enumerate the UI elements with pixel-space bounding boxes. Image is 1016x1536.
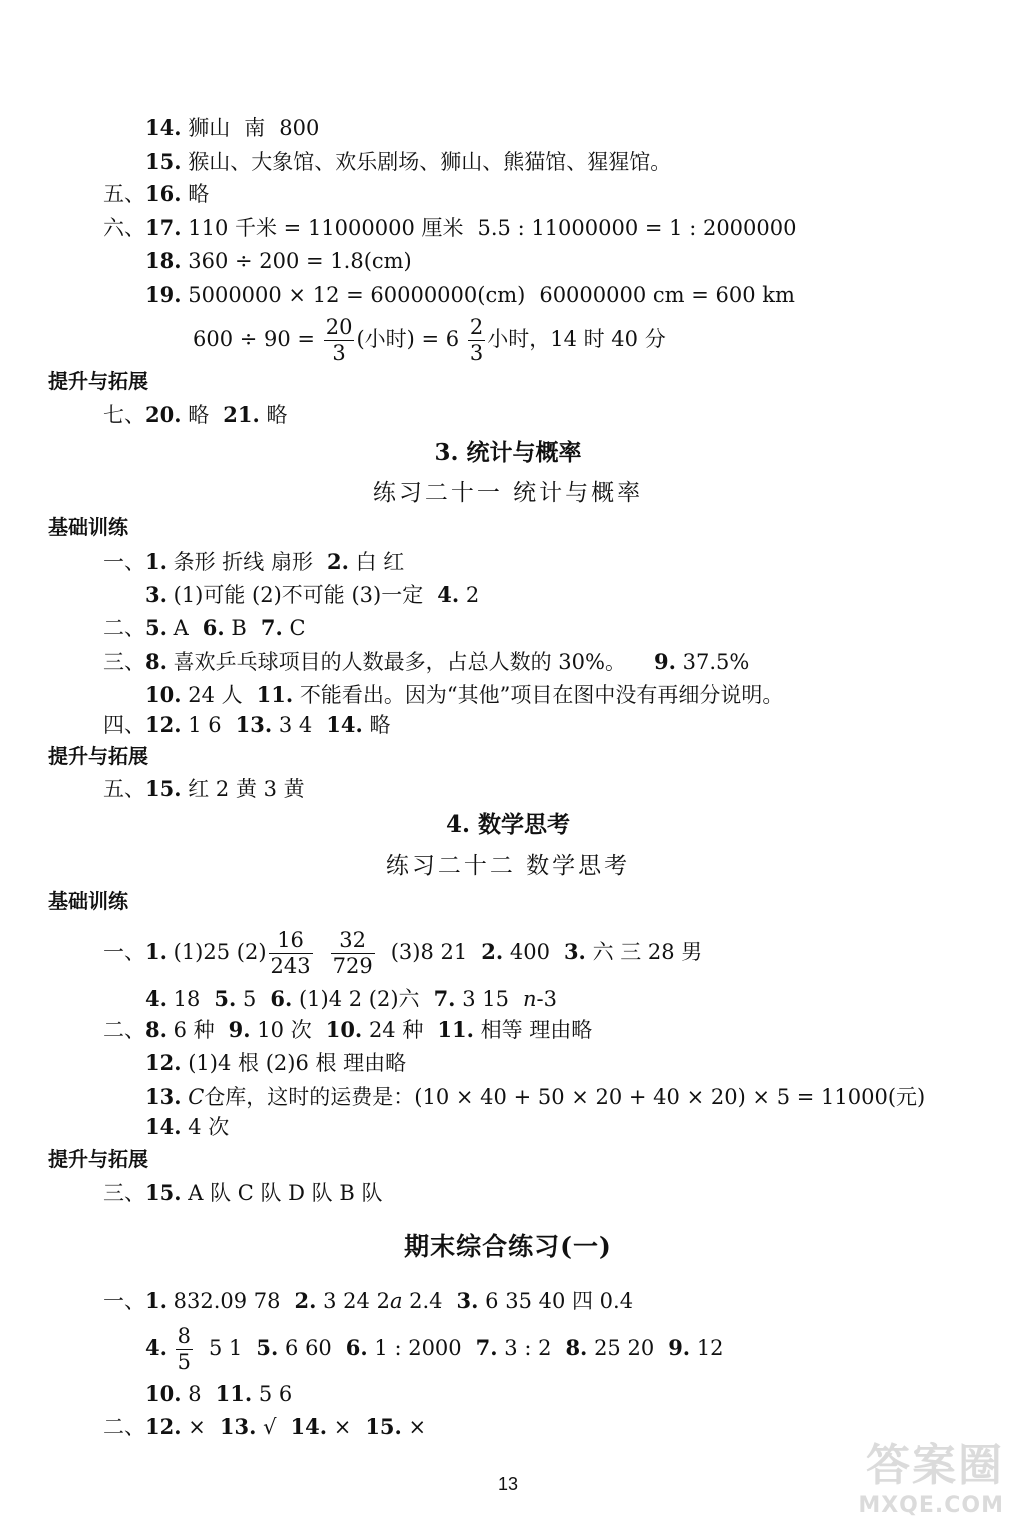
answer-line-q18: 18. 360 ÷ 200 = 1.8(cm)	[145, 248, 412, 273]
answer-line-q19: 19. 5000000 × 12 = 60000000(cm) 60000000 cm = 600 km	[145, 282, 795, 307]
answer-line: 一、1. 832.09 78 2. 3 24 2a 2.4 3. 6 35 40 四 0.4	[103, 1288, 634, 1313]
final-exercise-title: 期末综合练习(一)	[404, 1232, 612, 1261]
category-heading-basic: 基础训练	[48, 889, 128, 913]
fraction-32-729: $\frac{32}{729}$	[332, 928, 373, 978]
answer-line-q17: 六、17. 110 千米 = 11000000 厘米 5.5 : 11000000 = 1 : 2000000	[103, 215, 797, 240]
answer-line: 二、5. A 6. B 7. C	[103, 615, 306, 640]
fraction-20-3: $\frac{20}{3}$	[325, 315, 353, 365]
answer-line: 四、12. 1 6 13. 3 4 14. 略	[103, 712, 391, 737]
watermark-url: MXQE.COM	[858, 1493, 1004, 1518]
category-heading-extension: 提升与拓展	[48, 369, 148, 393]
watermark-logo	[824, 1440, 1004, 1530]
category-heading-extension: 提升与拓展	[48, 744, 148, 768]
answer-line: 二、12. × 13. √ 14. × 15. ×	[103, 1414, 427, 1439]
category-heading-basic: 基础训练	[48, 515, 128, 539]
page-number: 13	[497, 1474, 519, 1494]
answer-line: 一、1. (1)25 (2) $\frac{16}{243}$ $\frac{32}{729}$ (3)8 21 2. 400 3. 六 三 28 男	[103, 928, 703, 978]
answer-line: 3. (1)可能 (2)不可能 (3)一定 4. 2	[145, 582, 480, 607]
answer-line: 五、15. 红 2 黄 3 黄	[103, 776, 305, 801]
answer-line: 一、1. 条形 折线 扇形 2. 白 红	[103, 549, 405, 574]
answer-line: 12. (1)4 根 (2)6 根 理由略	[145, 1050, 407, 1075]
answer-line: 三、15. A 队 C 队 D 队 B 队	[103, 1180, 383, 1205]
watermark-text: 答案圈	[866, 1440, 1004, 1491]
answer-line: 13. C仓库，这时的运费是：(10 × 40 + 50 × 20 + 40 × 20) × 5 = 11000(元)	[145, 1084, 926, 1109]
answer-line-q19-continued: 600 ÷ 90 = $\frac{20}{3}$ (小时) = 6 $\frac{2}{3}$ 小时，14 时 40 分	[193, 315, 666, 365]
exercise-subtitle-22: 练习二十二 数学思考	[385, 853, 631, 879]
section-title-4: 4. 数学思考	[445, 811, 571, 838]
answer-line-q15: 15. 猴山、大象馆、欢乐剧场、狮山、熊猫馆、猩猩馆。	[145, 149, 672, 174]
fraction-2-3: $\frac{2}{3}$	[469, 315, 484, 365]
answer-line: 三、8. 喜欢乒乓球项目的人数最多，占总人数的 30%。 9. 37.5%	[103, 649, 750, 674]
answer-line: 4. 18 5. 5 6. (1)4 2 (2)六 7. 3 15 n-3	[145, 986, 557, 1011]
answer-line-q16: 五、16. 略	[103, 181, 210, 206]
answer-line-q20: 七、20. 略 21. 略	[103, 402, 288, 427]
answer-line: 10. 8 11. 5 6	[145, 1381, 293, 1406]
answer-line-q14: 14. 狮山 南 800	[145, 115, 320, 140]
answer-line: 二、8. 6 种 9. 10 次 10. 24 种 11. 相等 理由略	[103, 1017, 593, 1042]
answer-line: 10. 24 人 11. 不能看出。因为“其他”项目在图中没有再细分说明。	[145, 682, 784, 707]
section-title-3: 3. 统计与概率	[434, 439, 582, 466]
category-heading-extension: 提升与拓展	[48, 1147, 148, 1171]
answer-line: 14. 4 次	[145, 1114, 230, 1139]
fraction-8-5: $\frac{8}{5}$	[177, 1324, 191, 1374]
answer-line: 4. $\frac{8}{5}$ 5 1 5. 6 60 6. 1 : 2000 7. 3 : 2 8. 25 20 9. 12	[145, 1324, 724, 1374]
fraction-16-243: $\frac{16}{243}$	[270, 928, 311, 978]
exercise-subtitle-21: 练习二十一 统计与概率	[372, 480, 644, 506]
